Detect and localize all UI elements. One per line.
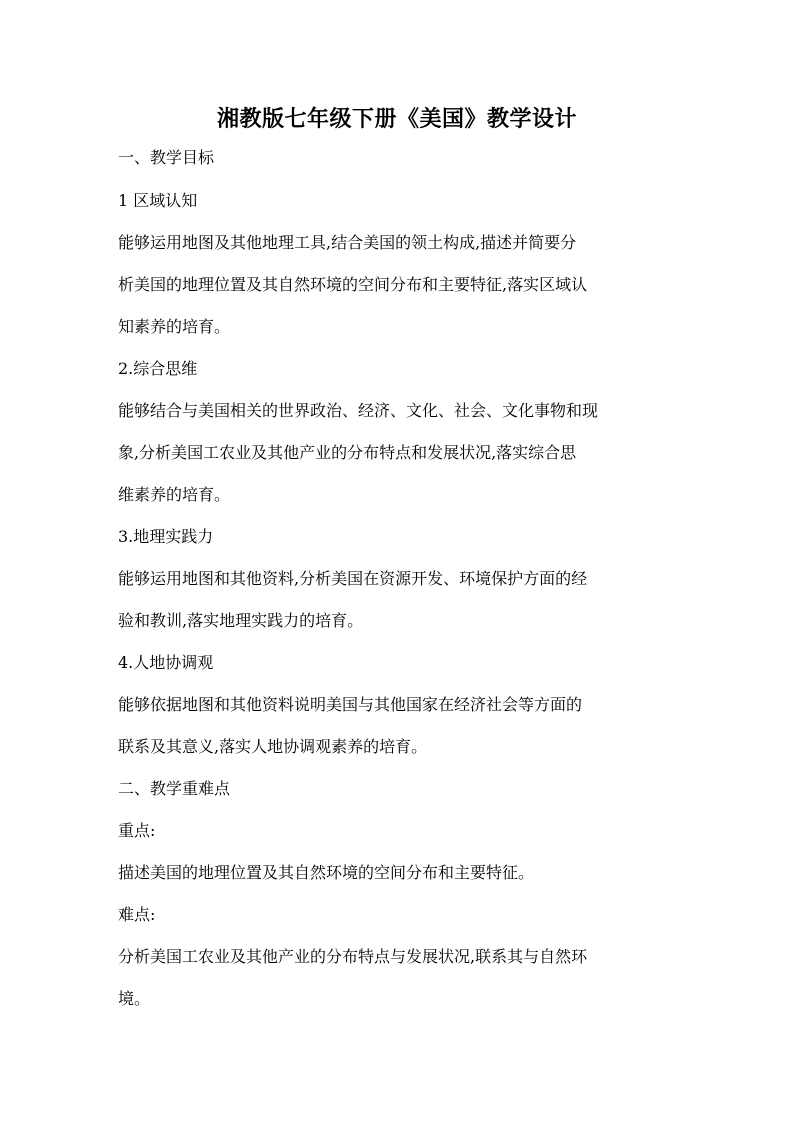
section-heading-teaching-objectives: 一、教学目标 xyxy=(118,148,215,167)
key-points-label: 重点: xyxy=(118,821,156,840)
paragraph-line: 析美国的地理位置及其自然环境的空间分布和主要特征,落实区域认 xyxy=(118,275,588,294)
paragraph-line: 分析美国工农业及其他产业的分布特点与发展状况,联系其与自然环 xyxy=(118,947,588,966)
paragraph-line: 能够结合与美国相关的世界政治、经济、文化、社会、文化事物和现 xyxy=(118,401,599,420)
paragraph-line: 维素养的培育。 xyxy=(118,485,231,504)
paragraph-line: 象,分析美国工农业及其他产业的分布特点和发展状况,落实综合思 xyxy=(118,443,577,462)
paragraph-line: 知素养的培育。 xyxy=(118,317,231,336)
paragraph-line: 联系及其意义,落实人地协调观素养的培育。 xyxy=(118,737,428,756)
paragraph-line: 能够运用地图和其他资料,分析美国在资源开发、环境保护方面的经 xyxy=(118,569,588,588)
paragraph-line: 能够运用地图及其他地理工具,结合美国的领土构成,描述并简要分 xyxy=(118,233,577,252)
paragraph-line: 能够依据地图和其他资料说明美国与其他国家在经济社会等方面的 xyxy=(118,695,583,714)
subheading-comprehensive-thinking: 2.综合思维 xyxy=(118,359,198,378)
paragraph-line: 描述美国的地理位置及其自然环境的空间分布和主要特征。 xyxy=(118,863,535,882)
section-heading-key-difficult-points: 二、教学重难点 xyxy=(118,779,231,798)
subheading-regional-cognition: 1 区域认知 xyxy=(118,191,198,210)
document-title: 湘教版七年级下册《美国》教学设计 xyxy=(216,106,577,132)
paragraph-line: 验和教训,落实地理实践力的培育。 xyxy=(118,611,364,630)
subheading-geographic-practice: 3.地理实践力 xyxy=(118,527,214,546)
paragraph-line: 境。 xyxy=(118,989,151,1008)
difficult-points-label: 难点: xyxy=(118,905,156,924)
subheading-human-earth-coordination: 4.人地协调观 xyxy=(118,653,214,672)
